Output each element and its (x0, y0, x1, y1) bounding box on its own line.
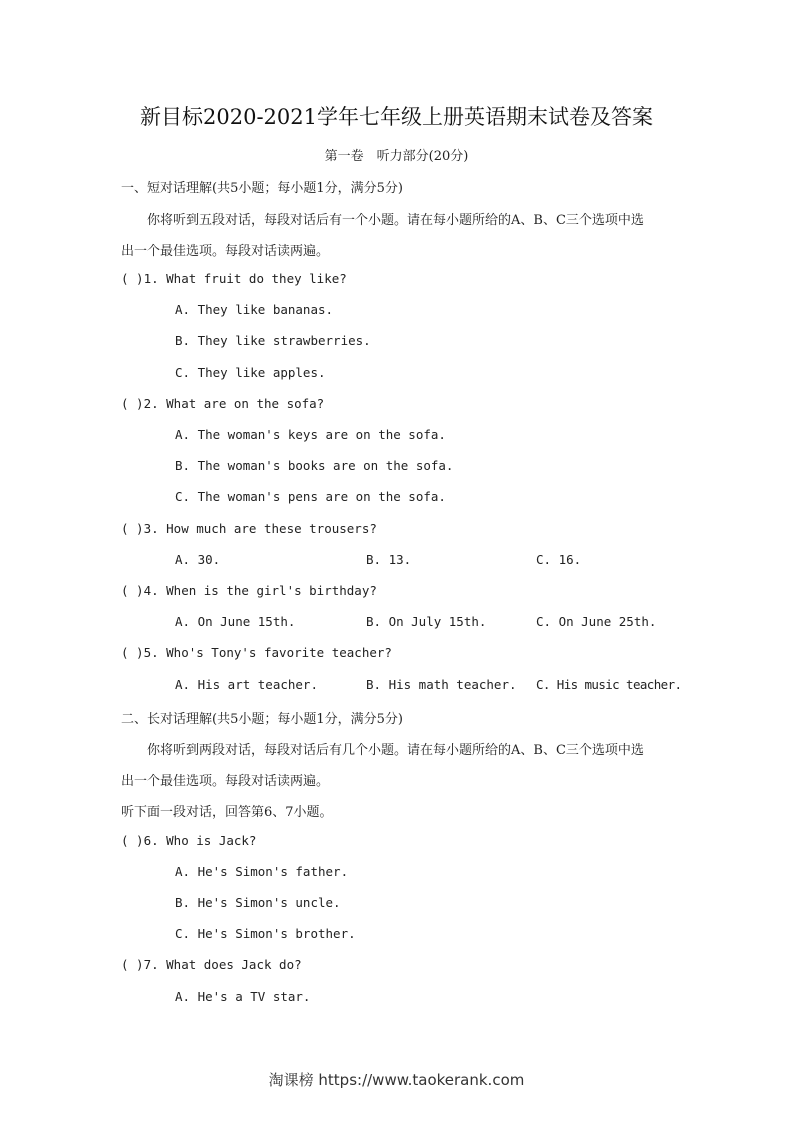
question-4-stem: ( )4. When is the girl's birthday? (121, 583, 377, 598)
question-3-option-c: C. 16. (536, 552, 582, 567)
question-5-stem: ( )5. Who's Tony's favorite teacher? (121, 645, 392, 660)
question-2-option-b: B. The woman's books are on the sofa. (175, 458, 454, 473)
question-2-stem: ( )2. What are on the sofa? (121, 396, 325, 411)
question-3-stem: ( )3. How much are these trousers? (121, 521, 377, 536)
section2-listen-note: 听下面一段对话，回答第6、7小题。 (121, 805, 333, 820)
question-6-option-b: B. He's Simon's uncle. (175, 895, 341, 910)
question-5-option-a: A. His art teacher. (175, 677, 318, 692)
question-1-option-a: A. They like bananas. (175, 302, 334, 317)
question-4-option-b: B. On July 15th. (366, 614, 487, 629)
question-6-option-c: C. He's Simon's brother. (175, 926, 356, 941)
section1-instruction-line2: 出一个最佳选项。每段对话读两遍。 (121, 244, 330, 259)
question-5-option-b: B. His math teacher. (366, 677, 517, 692)
question-6-stem: ( )6. Who is Jack? (121, 833, 257, 848)
section1-instruction-line1: 你将听到五段对话，每段对话后有一个小题。请在每小题所给的A、B、C三个选项中选 (147, 213, 644, 228)
document-title: 新目标2020-2021学年七年级上册英语期末试卷及答案 (140, 105, 653, 129)
question-2-option-a: A. The woman's keys are on the sofa. (175, 427, 446, 442)
question-4-option-a: A. On June 15th. (175, 614, 296, 629)
question-1-stem: ( )1. What fruit do they like? (121, 271, 347, 286)
question-1-option-b: B. They like strawberries. (175, 333, 371, 348)
section2-instruction-line2: 出一个最佳选项。每段对话读两遍。 (121, 774, 330, 789)
question-3-option-b: B. 13. (366, 552, 412, 567)
question-2-option-c: C. The woman's pens are on the sofa. (175, 489, 446, 504)
question-7-stem: ( )7. What does Jack do? (121, 957, 302, 972)
question-5-option-c: C. His music teacher. (536, 677, 682, 692)
part-subtitle: 第一卷 听力部分(20分) (324, 149, 469, 164)
section2-instruction-line1: 你将听到两段对话，每段对话后有几个小题。请在每小题所给的A、B、C三个选项中选 (147, 743, 644, 758)
footer-watermark: 淘课榜 https://www.taokerank.com (268, 1071, 525, 1089)
question-4-option-c: C. On June 25th. (536, 614, 657, 629)
section1-heading: 一、短对话理解(共5小题；每小题1分，满分5分) (121, 181, 403, 196)
question-1-option-c: C. They like apples. (175, 365, 326, 380)
question-6-option-a: A. He's Simon's father. (175, 864, 349, 879)
question-3-option-a: A. 30. (175, 552, 221, 567)
question-7-option-a: A. He's a TV star. (175, 989, 311, 1004)
section2-heading: 二、长对话理解(共5小题；每小题1分，满分5分) (121, 712, 403, 727)
